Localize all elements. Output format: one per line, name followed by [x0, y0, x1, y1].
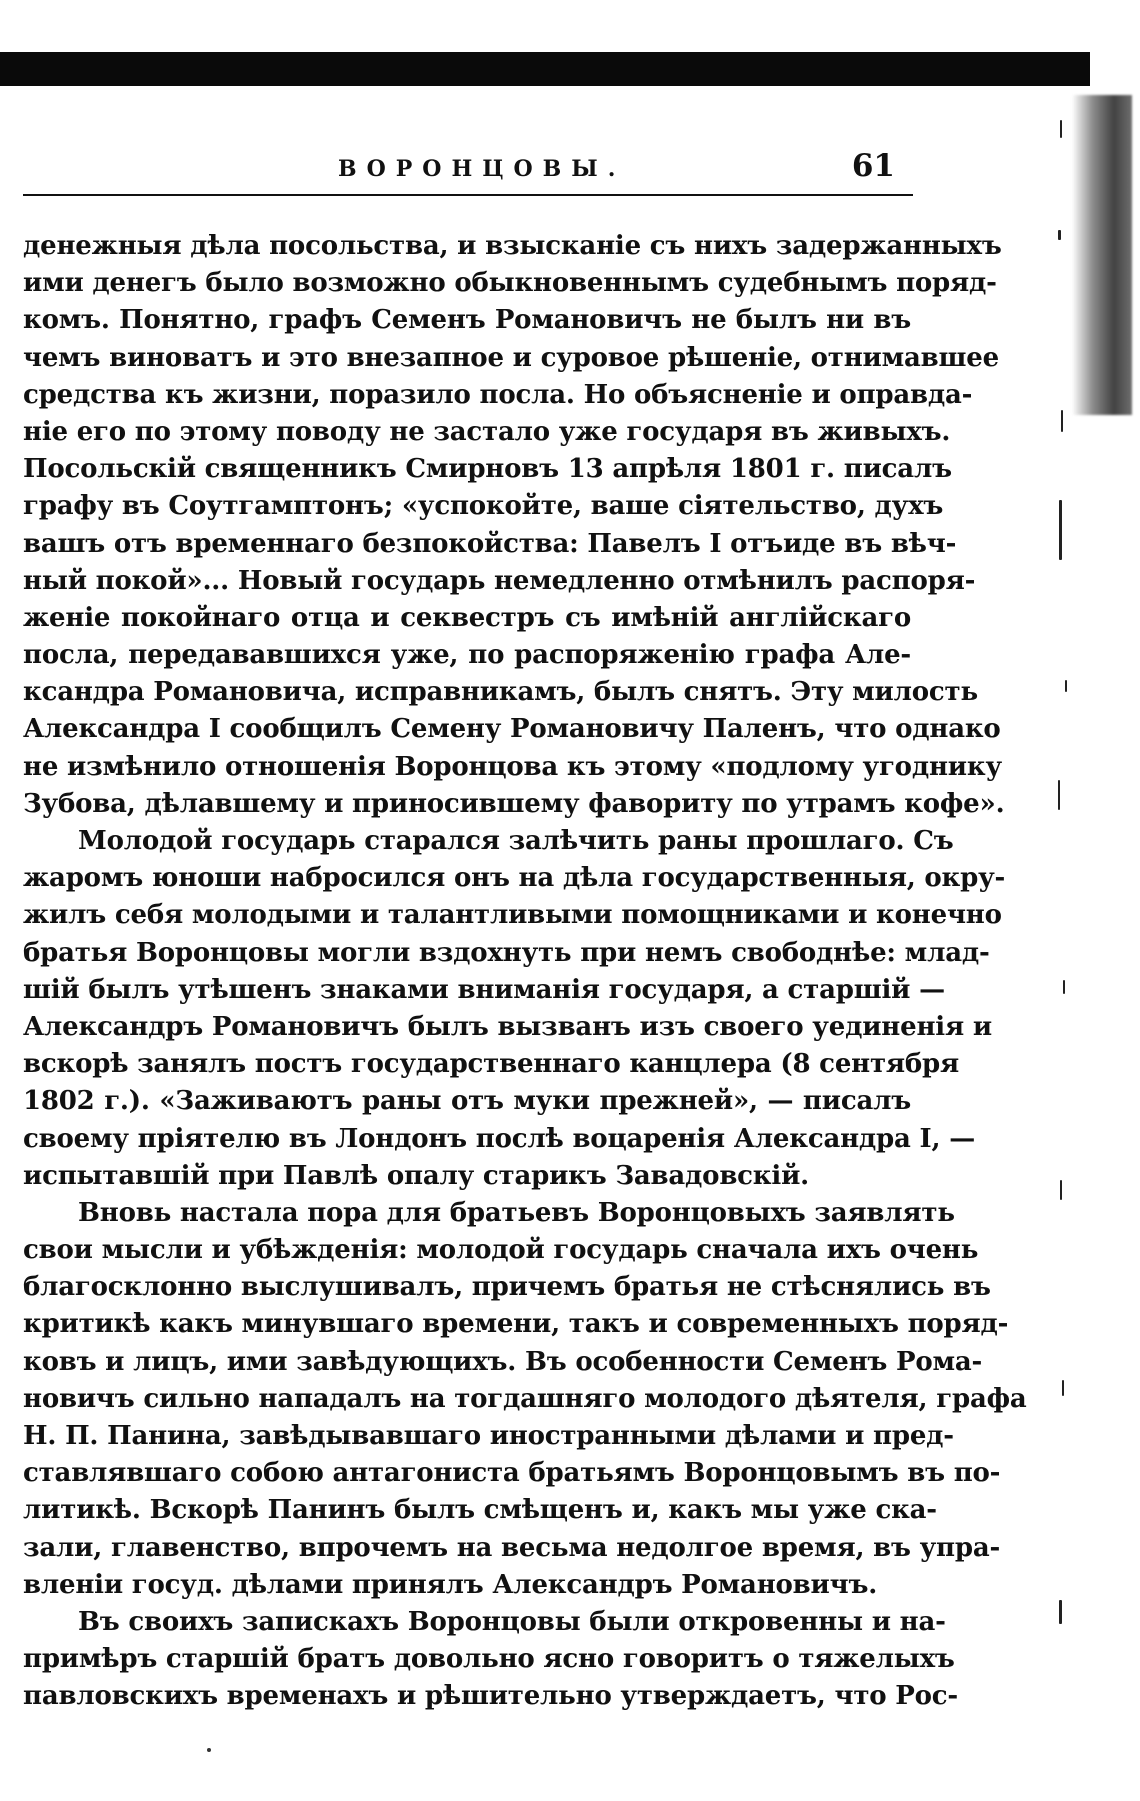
top-scan-bar-edge [0, 78, 600, 86]
text-line: зали, главенство, впрочемъ на весьма недолгое время, въ упра- [23, 1532, 1001, 1563]
edge-speck [1059, 500, 1062, 560]
text-line: новичъ сильно нападалъ на тогдашняго молодого дѣятеля, графа [23, 1383, 1027, 1414]
text-line: вскорѣ занялъ постъ государственнаго канцлера (8 сентября [23, 1049, 960, 1080]
page-number: 61 [851, 148, 895, 184]
text-line: ставлявшаго собою антагониста братьямъ Воронцовымъ въ по- [23, 1458, 1001, 1489]
text-line: благосклонно выслушивалъ, причемъ братья не стѣснялись въ [23, 1272, 991, 1303]
edge-speck [1061, 410, 1063, 432]
text-line: испытавшій при Павлѣ опалу старикъ Завадовскій. [23, 1160, 809, 1191]
text-line: вленіи госуд. дѣлами принялъ Александръ Романовичъ. [23, 1569, 878, 1600]
text-line: свои мысли и убѣжденія: молодой государь сначала ихъ очень [23, 1235, 979, 1266]
edge-speck [1063, 980, 1065, 994]
text-line: Въ своихъ запискахъ Воронцовы были откровенны и на- [78, 1606, 946, 1637]
text-line: жилъ себя молодыми и талантливыми помощниками и конечно [23, 900, 1002, 931]
text-line: денежныя дѣла посольства, и взысканіе съ нихъ задержанныхъ [23, 231, 1002, 261]
edge-speck [1058, 230, 1061, 240]
text-line: шій былъ утѣшенъ знаками вниманія государя, а старшій — [23, 974, 945, 1005]
text-line: Александръ Романовичъ былъ вызванъ изъ своего уединенія и [23, 1011, 992, 1042]
text-line: Посольскій священникъ Смирновъ 13 апрѣля 1801 г. писалъ [23, 454, 952, 485]
text-line: комъ. Понятно, графъ Семенъ Романовичъ не былъ ни въ [23, 305, 911, 336]
text-line: ковъ и лицъ, ими завѣдующихъ. Въ особенности Семенъ Рома- [23, 1346, 983, 1377]
text-line: Вновь настала пора для братьевъ Воронцовыхъ заявлять [78, 1197, 955, 1228]
edge-speck [1062, 1380, 1064, 1396]
text-line: критикѣ какъ минувшаго времени, такъ и современныхъ поряд- [23, 1309, 1009, 1340]
running-title: ВОРОНЦОВЫ. [338, 156, 626, 182]
text-line: 1802 г.). «Заживаютъ раны отъ муки прежней», — писалъ [23, 1086, 911, 1117]
text-line: чемъ виноватъ и это внезапное и суровое рѣшеніе, отнимавшее [23, 342, 999, 373]
text-line: Молодой государь старался залѣчить раны прошлаго. Съ [78, 826, 954, 856]
text-line: литикѣ. Вскорѣ Панинъ былъ смѣщенъ и, какъ мы уже ска- [23, 1495, 937, 1526]
text-line: павловскихъ временахъ и рѣшительно утверждаетъ, что Рос- [23, 1681, 958, 1712]
edge-speck [1060, 1180, 1062, 1200]
edge-speck [1059, 1600, 1062, 1624]
page-header [23, 148, 913, 196]
edge-speck [1058, 780, 1060, 810]
text-line: Н. П. Панина, завѣдывавшаго иностранными дѣлами и пред- [23, 1421, 954, 1451]
text-line: не измѣнило отношенія Воронцова къ этому «подлому угоднику [23, 751, 1002, 782]
text-line: ксандра Романовича, исправникамъ, былъ снятъ. Эту милость [23, 677, 978, 708]
text-line: ими денегъ было возможно обыкновеннымъ судебнымъ поряд- [23, 268, 997, 299]
body-text [23, 228, 1027, 1716]
text-line: графу въ Соутгамптонъ; «успокойте, ваше сіятельство, духъ [23, 491, 944, 522]
ink-speck [207, 1748, 211, 1752]
text-line: примѣръ старшій братъ довольно ясно говоритъ о тяжелыхъ [23, 1644, 955, 1675]
text-line: средства къ жизни, поразило посла. Но объясненіе и оправда- [23, 379, 973, 410]
text-line: Зубова, дѣлавшему и приносившему фавориту по утрамъ кофе». [23, 788, 1005, 819]
text-line: своему пріятелю въ Лондонъ послѣ воцаренія Александра I, — [23, 1123, 975, 1154]
text-line: братья Воронцовы могли вздохнуть при немъ свободнѣе: млад- [23, 937, 990, 968]
text-line: посла, передававшихся уже, по распоряженію графа Але- [23, 640, 911, 671]
page-edge-artifact [1055, 80, 1140, 1780]
text-line: вашъ отъ временнаго безпокойства: Павелъ I отъиде въ вѣч- [23, 528, 957, 559]
text-line: жаромъ юноши набросился онъ на дѣла государственныя, окру- [23, 863, 1006, 894]
edge-speck [1060, 120, 1062, 138]
text-line: ніе его по этому поводу не застало уже государя въ живыхъ. [23, 416, 951, 447]
binding-shadow [1072, 95, 1132, 415]
text-line: ный покой»... Новый государь немедленно отмѣнилъ распоря- [23, 565, 976, 596]
edge-speck [1065, 680, 1067, 692]
text-line: женіе покойнаго отца и секвестръ съ имѣній англійскаго [23, 602, 911, 633]
text-line: Александра I сообщилъ Семену Романовичу Паленъ, что однако [23, 714, 1001, 745]
